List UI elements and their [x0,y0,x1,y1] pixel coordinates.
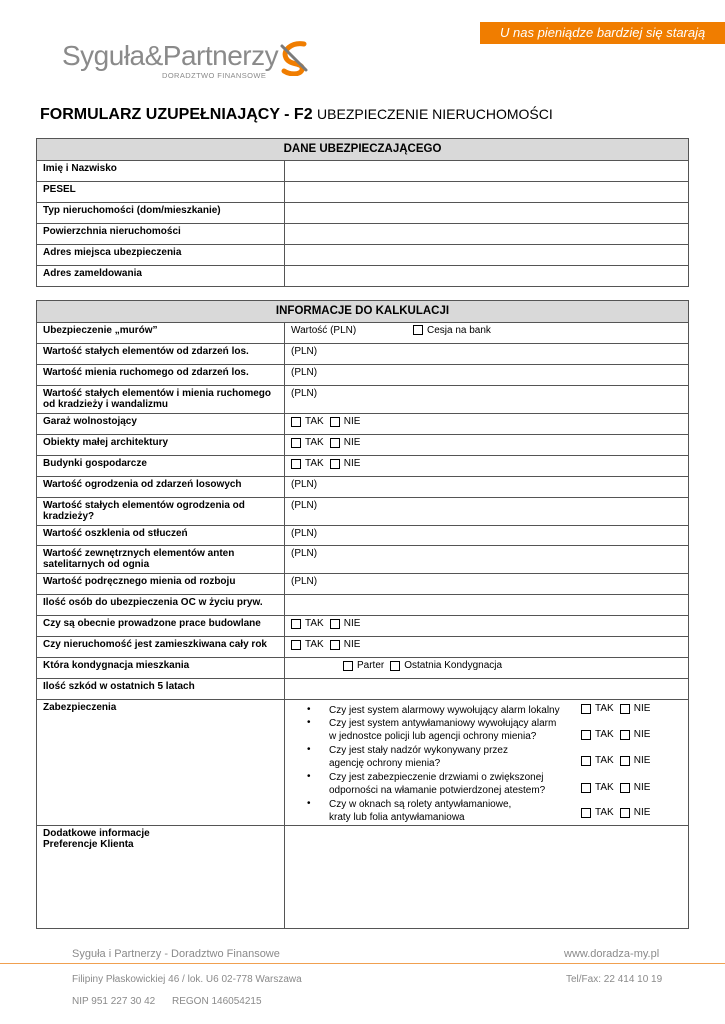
field-label: PESEL [37,182,285,203]
area-input[interactable] [285,224,689,245]
nie-checkbox[interactable] [330,417,340,427]
nie-checkbox[interactable] [330,459,340,469]
bank-assignment-label: Cesja na bank [427,325,491,336]
company-logo [62,40,322,85]
field-label: Garaż wolnostojący [37,414,285,435]
pesel-input[interactable] [285,182,689,203]
nie-label: NIE [633,755,651,766]
value-input[interactable]: (PLN) [285,365,689,386]
field-label: Która kondygnacja mieszkania [37,658,285,679]
nie-checkbox[interactable] [620,730,630,740]
field-label: Czy nieruchomość jest zamieszkiwana cały rok [37,637,285,658]
value-input[interactable]: (PLN) [285,477,689,498]
tak-checkbox[interactable] [581,783,591,793]
tak-label: TAK [595,807,614,818]
security-list [285,700,688,823]
field-label: Budynki gospodarcze [37,456,285,477]
nie-label: NIE [343,437,361,448]
question-line: agencję ochrony mienia? [329,758,441,769]
tak-checkbox[interactable] [581,756,591,766]
nie-checkbox[interactable] [330,640,340,650]
field-label: Preferencje Klienta [43,839,134,850]
walls-value-cell[interactable] [285,323,689,344]
field-label: Wartość mienia ruchomego od zdarzeń los. [37,365,285,386]
nie-label: NIE [343,618,361,629]
tak-label: TAK [305,416,324,427]
bullet-icon: • [307,717,311,728]
field-label: Obiekty małej architektury [37,435,285,456]
field-label: Zabezpieczenia [37,700,285,826]
field-label: Dodatkowe informacje [43,828,150,839]
value-input[interactable]: (PLN) [285,344,689,365]
insured-address-input[interactable] [285,245,689,266]
nie-label: NIE [343,639,361,650]
tak-checkbox[interactable] [581,704,591,714]
nie-label: NIE [343,416,361,427]
value-input[interactable]: (PLN) [285,386,689,414]
slogan-banner [480,22,725,44]
tak-label: TAK [595,729,614,740]
section-heading: INFORMACJE DO KALKULACJI [37,301,689,323]
footer-regon: REGON 146054215 [172,996,262,1007]
field-label: Powierzchnia nieruchomości [37,224,285,245]
title-main: FORMULARZ UZUPEŁNIAJĄCY - F2 [40,106,313,123]
question-line: Czy jest system antywłamaniowy wywołujący alarm [329,718,557,729]
bullet-icon: • [307,744,311,755]
top-floor-checkbox[interactable] [390,661,400,671]
field-label: Czy są obecnie prowadzone prace budowlane [37,616,285,637]
page-title [40,106,553,124]
tak-checkbox[interactable] [291,619,301,629]
field-label: Wartość stałych elementów i mienia ruchomego od kradzieży i wandalizmu [37,386,285,414]
footer-nip: NIP 951 227 30 42 [72,996,156,1007]
tak-label: TAK [305,437,324,448]
tak-checkbox[interactable] [291,438,301,448]
tak-checkbox[interactable] [291,417,301,427]
footer-divider [0,963,725,964]
footer-website[interactable]: www.doradza-my.pl [564,948,660,960]
logo-mark-icon [278,40,310,76]
nie-label: NIE [633,807,651,818]
bank-assignment-checkbox[interactable] [413,325,423,335]
slogan-text: U nas pieniądze bardziej się starają [500,25,706,40]
tak-checkbox[interactable] [581,730,591,740]
value-input[interactable]: (PLN) [285,574,689,595]
value-input[interactable]: (PLN) [285,546,689,574]
tak-label: TAK [595,703,614,714]
field-label: Imię i Nazwisko [37,161,285,182]
nie-label: NIE [633,729,651,740]
nie-checkbox[interactable] [620,808,630,818]
additional-info-input[interactable] [285,826,689,929]
question-line: w jednostce policji lub agencji ochrony mienia? [329,731,537,742]
nie-label: NIE [633,782,651,793]
walls-value-label: Wartość (PLN) [291,325,357,336]
question-line: Czy jest stały nadzór wykonywany przez [329,745,508,756]
bullet-icon: • [307,798,311,809]
property-type-input[interactable] [285,203,689,224]
value-input[interactable]: (PLN) [285,498,689,526]
nie-checkbox[interactable] [620,783,630,793]
claims-count-input[interactable] [285,679,689,700]
field-label: Ilość osób do ubezpieczenia OC w życiu pryw. [37,595,285,616]
field-label: Wartość stałych elementów od zdarzeń los. [37,344,285,365]
nie-checkbox[interactable] [620,704,630,714]
name-input[interactable] [285,161,689,182]
tak-checkbox[interactable] [581,808,591,818]
section-heading: DANE UBEZPIECZAJĄCEGO [37,139,689,161]
question-line: Czy jest system alarmowy wywołujący alarm lokalny [329,705,560,716]
field-label: Typ nieruchomości (dom/mieszkanie) [37,203,285,224]
ground-floor-checkbox[interactable] [343,661,353,671]
tak-checkbox[interactable] [291,640,301,650]
persons-input[interactable] [285,595,689,616]
logo-text: Syguła&Partnerzy [62,40,279,71]
field-label: Ilość szkód w ostatnich 5 latach [37,679,285,700]
bullet-icon: • [307,771,311,782]
tak-checkbox[interactable] [291,459,301,469]
bullet-icon: • [307,704,311,715]
value-input[interactable]: (PLN) [285,526,689,546]
top-floor-label: Ostatnia Kondygnacja [404,660,503,671]
calculation-info-table [36,300,689,929]
nie-label: NIE [633,703,651,714]
question-line: Czy w oknach są rolety antywłamaniowe, [329,799,512,810]
ground-floor-label: Parter [357,660,385,671]
field-label: Adres miejsca ubezpieczenia [37,245,285,266]
field-label: Wartość zewnętrznych elementów anten satelitarnych od ognia [37,546,285,574]
insured-data-table [36,138,689,287]
field-label: Wartość podręcznego mienia od rozboju [37,574,285,595]
logo-subtitle: DORADZTWO FINANSOWE [162,71,267,80]
additional-info-label [37,826,285,929]
title-sub: UBEZPIECZENIE NIERUCHOMOŚCI [317,106,553,122]
tak-label: TAK [305,639,324,650]
tak-label: TAK [305,618,324,629]
tak-label: TAK [305,458,324,469]
nie-checkbox[interactable] [620,756,630,766]
footer-company: Syguła i Partnerzy - Doradztwo Finansowe [72,948,280,960]
nie-checkbox[interactable] [330,438,340,448]
field-label: Adres zameldowania [37,266,285,287]
nie-label: NIE [343,458,361,469]
footer-phone: Tel/Fax: 22 414 10 19 [566,974,663,985]
tak-label: TAK [595,782,614,793]
registered-address-input[interactable] [285,266,689,287]
question-line: Czy jest zabezpieczenie drzwiami o zwiększonej [329,772,544,783]
tak-label: TAK [595,755,614,766]
footer-address: Filipiny Płaskowickiej 46 / lok. U6 02-778 Warszawa [72,974,302,985]
question-line: odporności na włamanie potwierdzonej atestem? [329,785,546,796]
field-label: Wartość stałych elementów ogrodzenia od kradzieży? [37,498,285,526]
field-label: Wartość ogrodzenia od zdarzeń losowych [37,477,285,498]
question-line: kraty lub folia antywłamaniowa [329,812,465,823]
nie-checkbox[interactable] [330,619,340,629]
field-label: Ubezpieczenie „murów” [37,323,285,344]
field-label: Wartość oszklenia od stłuczeń [37,526,285,546]
